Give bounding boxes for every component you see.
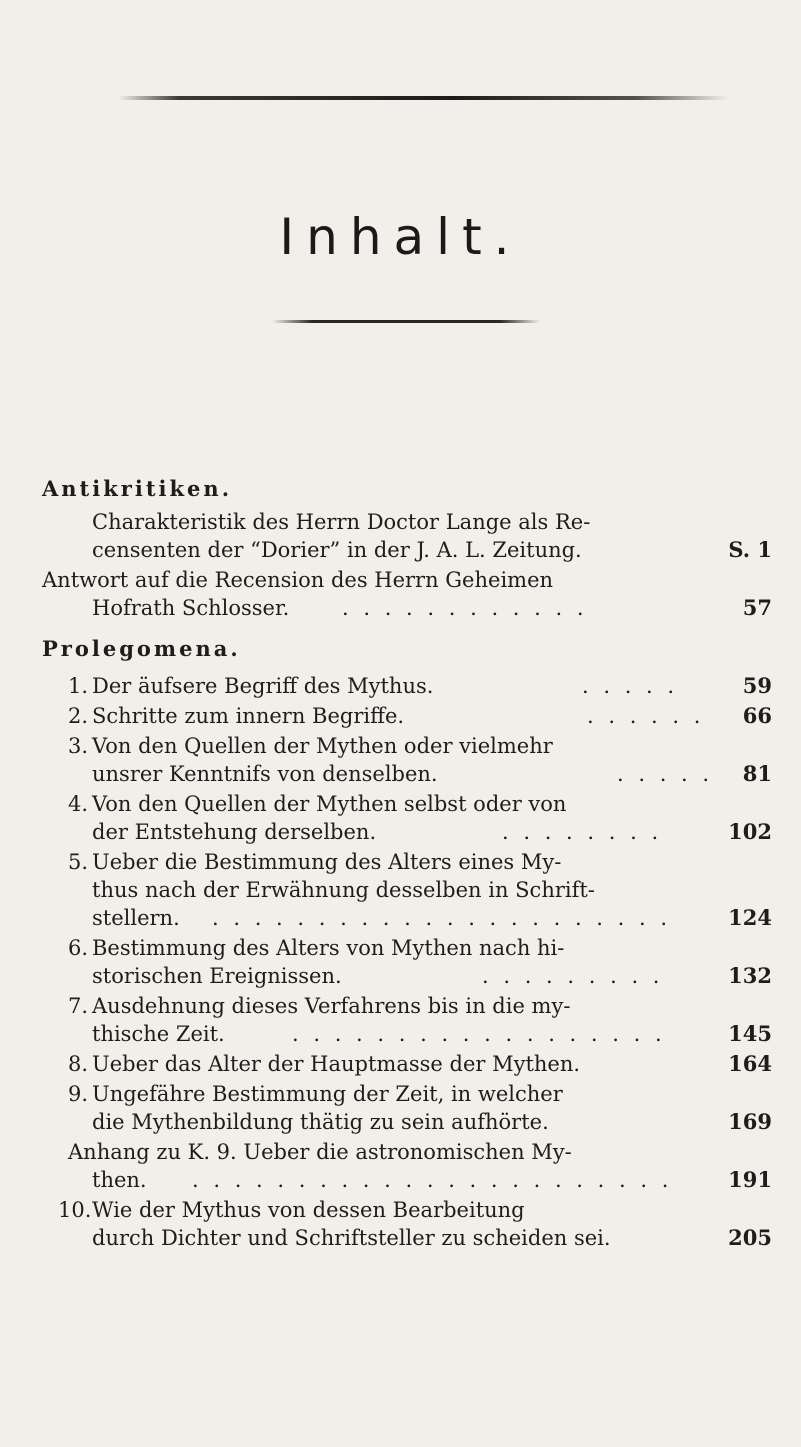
- page-number: 59: [742, 673, 772, 698]
- entry-line: Ueber die Bestimmung des Alters eines My-: [92, 850, 562, 874]
- entry-line: stellern.: [92, 906, 180, 930]
- entry-line: Von den Quellen der Mythen selbst oder von: [92, 792, 567, 816]
- entry-line: durch Dichter und Schriftsteller zu scheiden sei.: [92, 1226, 611, 1250]
- entry-number: 10.: [58, 1198, 92, 1222]
- entry-line: Von den Quellen der Mythen oder vielmehr: [92, 734, 553, 758]
- entry-line: unsrer Kenntnifs von denselben.: [92, 762, 438, 786]
- page-number: 102: [728, 819, 772, 844]
- leader-dots: . . . . . .: [587, 704, 705, 728]
- entry-number: 9.: [68, 1082, 89, 1106]
- page-number: 145: [728, 1021, 772, 1046]
- toc-entry[interactable]: [42, 672, 772, 700]
- page-number: 164: [728, 1051, 772, 1076]
- entry-line: Charakteristik des Herrn Doctor Lange als Re-: [92, 510, 591, 534]
- toc-entry[interactable]: [42, 1138, 772, 1194]
- entry-line: Bestimmung des Alters von Mythen nach hi-: [92, 936, 565, 960]
- entry-number: 3.: [68, 734, 89, 758]
- page-number: 124: [728, 905, 772, 930]
- toc-entry[interactable]: [42, 934, 772, 990]
- section-heading-antikritiken: Antikritiken.: [42, 476, 232, 501]
- top-rule: [118, 96, 728, 100]
- leader-dots: . . . . . . . . . . . . . . . . . .: [292, 1022, 666, 1046]
- toc-entry[interactable]: [42, 1196, 772, 1252]
- section-heading-prolegomena: Prolegomena.: [42, 636, 241, 661]
- entry-line: Ungefähre Bestimmung der Zeit, in welcher: [92, 1082, 563, 1106]
- entry-line: Antwort auf die Recension des Herrn Geheimen: [42, 568, 554, 592]
- page-number: 57: [742, 595, 772, 620]
- entry-number: 7.: [68, 994, 89, 1018]
- entry-number: 2.: [68, 704, 89, 728]
- entry-line: Der äufsere Begriff des Mythus.: [92, 674, 434, 698]
- page-number: 205: [728, 1225, 772, 1250]
- toc-entry[interactable]: [42, 732, 772, 788]
- entry-number: 6.: [68, 936, 89, 960]
- entry-line: der Entstehung derselben.: [92, 820, 377, 844]
- toc-entry[interactable]: [42, 566, 772, 622]
- entry-line: Hofrath Schlosser.: [92, 596, 290, 620]
- entry-line: censenten der “Dorier” in der J. A. L. Zeitung.: [92, 538, 582, 562]
- page-number: 191: [728, 1167, 772, 1192]
- leader-dots: . . . . . . . . . . . . . . . . . . . . . . .: [192, 1168, 673, 1192]
- entry-number: 4.: [68, 792, 89, 816]
- toc-entry[interactable]: [42, 508, 772, 564]
- page-number: 169: [728, 1109, 772, 1134]
- entry-number: 1.: [68, 674, 89, 698]
- entry-line: thus nach der Erwähnung desselben in Schrift-: [92, 878, 595, 902]
- leader-dots: . . . . . . . . .: [482, 964, 664, 988]
- toc-entry[interactable]: [42, 848, 772, 932]
- entry-line: Ueber das Alter der Hauptmasse der Mythen.: [92, 1052, 581, 1076]
- page-number: 81: [742, 761, 772, 786]
- toc-entry[interactable]: [42, 1050, 772, 1078]
- entry-line: storischen Ereignissen.: [92, 964, 342, 988]
- entry-line: then.: [92, 1168, 147, 1192]
- entry-line: Wie der Mythus von dessen Bearbeitung: [92, 1198, 525, 1222]
- entry-line: Ausdehnung dieses Verfahrens bis in die my-: [92, 994, 571, 1018]
- entry-number: 5.: [68, 850, 89, 874]
- leader-dots: . . . . . . . .: [502, 820, 663, 844]
- page-title: Inhalt.: [279, 208, 522, 266]
- page-number: 132: [728, 963, 772, 988]
- leader-dots: . . . . . . . . . . . . . . . . . . . . . .: [212, 906, 672, 930]
- entry-line: die Mythenbildung thätig zu sein aufhörte.: [92, 1110, 549, 1134]
- leader-dots: . . . . .: [617, 762, 714, 786]
- entry-line: Anhang zu K. 9. Ueber die astronomischen My-: [68, 1140, 572, 1164]
- toc-entry[interactable]: [42, 702, 772, 730]
- leader-dots: . . . . .: [582, 674, 679, 698]
- toc-entry[interactable]: [42, 992, 772, 1048]
- entry-line: Schritte zum innern Begriffe.: [92, 704, 405, 728]
- entry-number: 8.: [68, 1052, 89, 1076]
- entry-line: thische Zeit.: [92, 1022, 225, 1046]
- toc-entry[interactable]: [42, 790, 772, 846]
- leader-dots: . . . . . . . . . . . .: [342, 596, 588, 620]
- page-number: S. 1: [728, 537, 772, 562]
- page-number: 66: [742, 703, 772, 728]
- toc-entry[interactable]: [42, 1080, 772, 1136]
- title-rule: [272, 320, 540, 323]
